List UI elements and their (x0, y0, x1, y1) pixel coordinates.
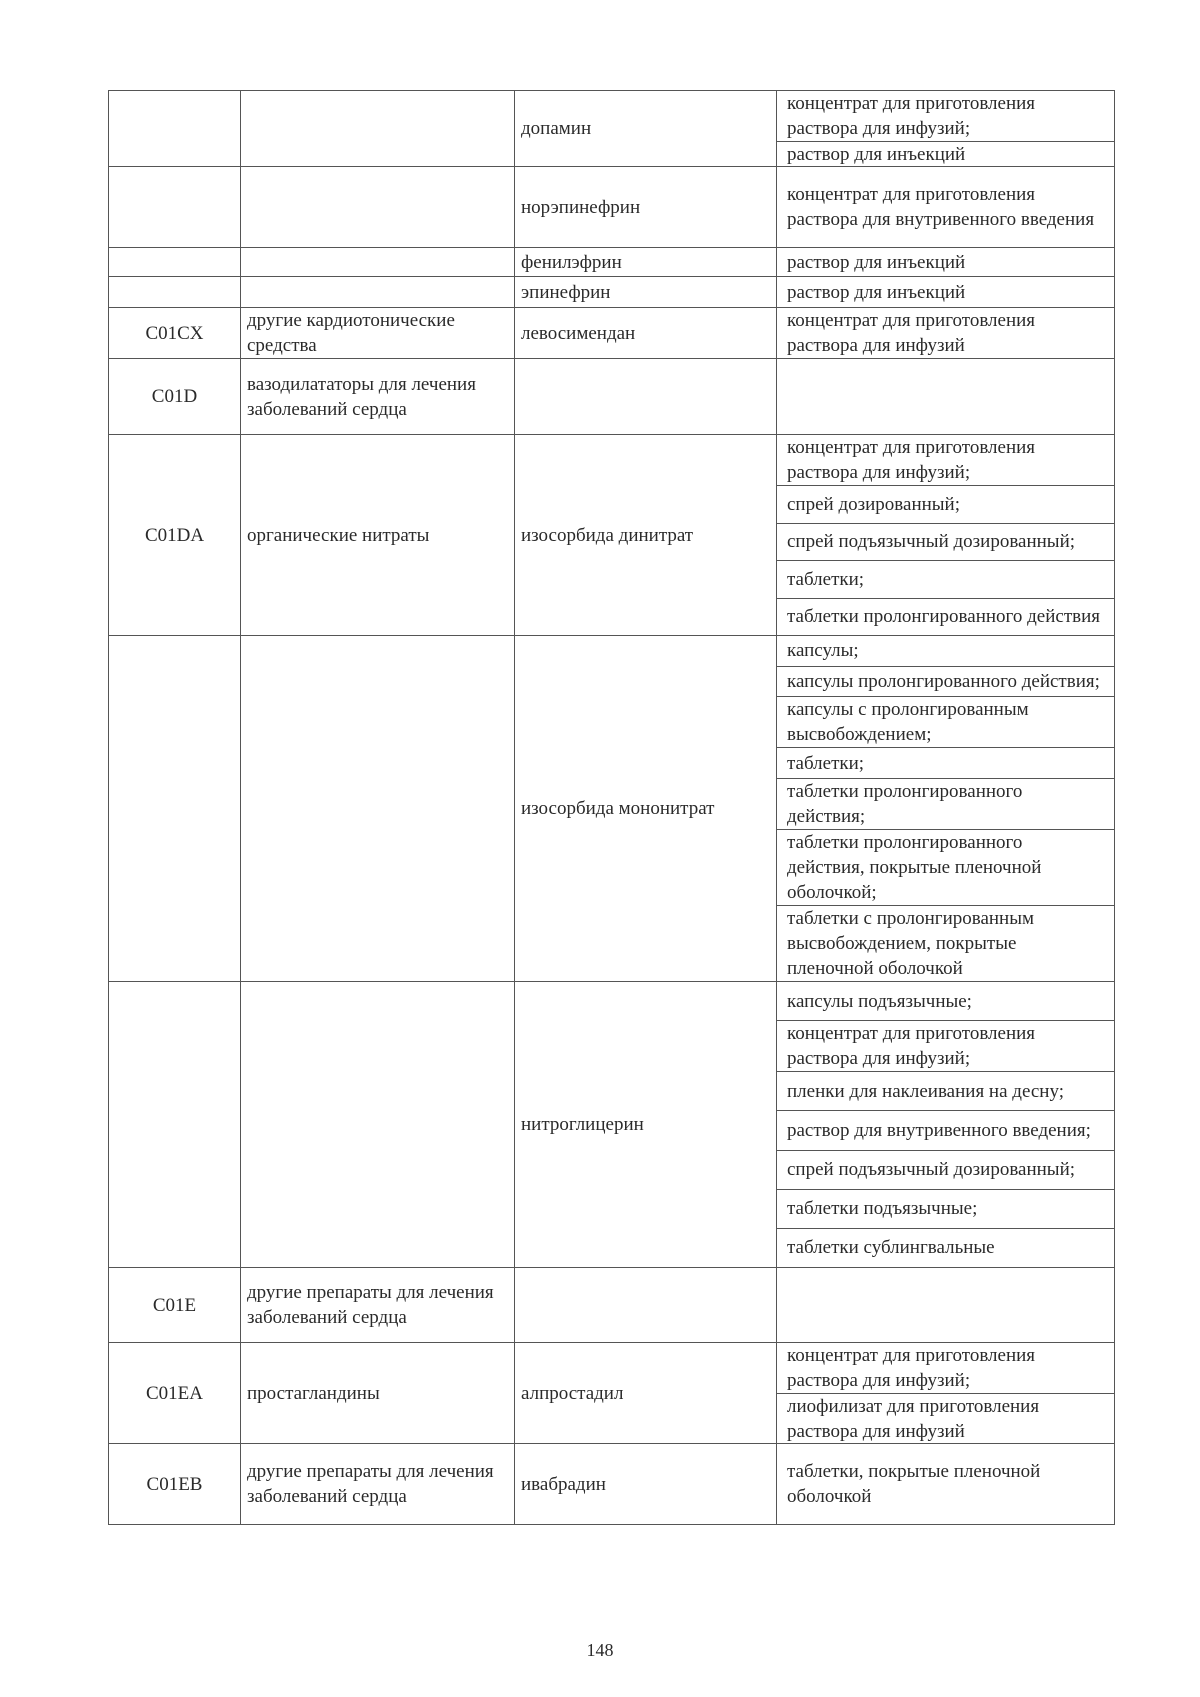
dosage-form: лиофилизат для приготовления раствора для инфузий (777, 1393, 1114, 1444)
drug-name: нитроглицерин (515, 982, 777, 1268)
drug-name: эпинефрин (515, 277, 777, 308)
dosage-form: концентрат для приготовления раствора для инфузий; (787, 93, 1036, 139)
dosage-form: таблетки, покрытые пленочной оболочкой (787, 1461, 1041, 1507)
atc-group-name (241, 248, 515, 277)
atc-group-name (241, 277, 515, 308)
dosage-form: таблетки сублингвальные (777, 1228, 1114, 1267)
drug-name: изосорбида динитрат (515, 435, 777, 636)
atc-code: C01DA (109, 435, 241, 636)
atc-code (109, 636, 241, 982)
table-row (109, 167, 1115, 248)
atc-code: C01D (109, 359, 241, 435)
table-row (109, 91, 1115, 167)
atc-group-name: другие препараты для лечения заболеваний сердца (241, 1444, 515, 1525)
page-number: 148 (586, 1640, 614, 1660)
dosage-form: капсулы с пролонгированным высвобождением; (777, 696, 1114, 747)
dosage-form: пленки для наклеивания на десну; (777, 1071, 1114, 1110)
atc-code: C01E (109, 1268, 241, 1343)
dosage-forms-cell (777, 308, 1115, 359)
atc-code: C01EB (109, 1444, 241, 1525)
dosage-form: капсулы; (787, 640, 859, 662)
drug-name: изосорбида мононитрат (515, 636, 777, 982)
table-row (109, 1343, 1115, 1444)
atc-group-name: органические нитраты (241, 435, 515, 636)
drug-name (515, 359, 777, 435)
atc-group-name: другие кардиотонические средства (241, 308, 515, 359)
dosage-forms-cell (777, 1343, 1115, 1444)
drug-name: норэпинефрин (515, 167, 777, 248)
drug-name (515, 1268, 777, 1343)
dosage-forms-cell (777, 248, 1115, 277)
dosage-form: раствор для инъекций (787, 281, 966, 303)
atc-group-name: другие препараты для лечения заболеваний сердца (241, 1268, 515, 1343)
table-row (109, 248, 1115, 277)
atc-group-name (241, 167, 515, 248)
dosage-forms-cell (777, 277, 1115, 308)
dosage-forms-cell (777, 359, 1115, 435)
dosage-form: раствор для инъекций (777, 141, 1114, 167)
dosage-form: капсулы пролонгированного действия; (777, 666, 1114, 697)
dosage-form: таблетки пролонгированного действия; (777, 778, 1114, 829)
drug-table-body (109, 91, 1115, 1525)
atc-group-name (241, 982, 515, 1268)
dosage-forms-cell (777, 1444, 1115, 1525)
drug-name: алпростадил (515, 1343, 777, 1444)
dosage-form (777, 359, 1114, 434)
dosage-form: концентрат для приготовления раствора для инфузий (787, 310, 1036, 356)
atc-group-name: вазодилататоры для лечения заболеваний сердца (241, 359, 515, 435)
table-row (109, 982, 1115, 1268)
atc-group-name: простагландины (241, 1343, 515, 1444)
atc-code (109, 167, 241, 248)
dosage-forms-cell (777, 435, 1115, 636)
drug-name: левосимендан (515, 308, 777, 359)
table-row (109, 1444, 1115, 1525)
dosage-form: таблетки пролонгированного действия (777, 598, 1114, 636)
atc-code (109, 91, 241, 167)
table-row (109, 1268, 1115, 1343)
dosage-form: капсулы подъязычные; (787, 990, 972, 1012)
dosage-form: концентрат для приготовления раствора для инфузий; (787, 1345, 1036, 1391)
atc-code (109, 982, 241, 1268)
dosage-form: таблетки; (777, 560, 1114, 598)
atc-code: C01EA (109, 1343, 241, 1444)
table-row (109, 636, 1115, 982)
table-row (109, 435, 1115, 636)
dosage-form: спрей дозированный; (777, 485, 1114, 523)
atc-code (109, 277, 241, 308)
dosage-form: таблетки с пролонгированным высвобождением, покрытые пленочной оболочкой (777, 905, 1114, 981)
atc-group-name (241, 636, 515, 982)
atc-code (109, 248, 241, 277)
drug-name: допамин (515, 91, 777, 167)
table-row (109, 277, 1115, 308)
dosage-form: спрей подъязычный дозированный; (777, 523, 1114, 561)
dosage-form (777, 1268, 1114, 1342)
table-row (109, 308, 1115, 359)
dosage-form: раствор для внутривенного введения; (777, 1110, 1114, 1149)
dosage-forms-cell (777, 167, 1115, 248)
dosage-form: концентрат для приготовления раствора для инфузий; (777, 1020, 1114, 1071)
drug-table (108, 90, 1115, 1525)
dosage-form: раствор для инъекций (787, 251, 966, 273)
dosage-form: таблетки; (777, 747, 1114, 778)
dosage-forms-cell (777, 1268, 1115, 1343)
table-row (109, 359, 1115, 435)
dosage-forms-cell (777, 982, 1115, 1268)
dosage-form: концентрат для приготовления раствора для инфузий; (787, 437, 1036, 483)
drug-name: фенилэфрин (515, 248, 777, 277)
dosage-form: таблетки подъязычные; (777, 1189, 1114, 1228)
atc-group-name (241, 91, 515, 167)
drug-name: ивабрадин (515, 1444, 777, 1525)
dosage-forms-cell (777, 636, 1115, 982)
dosage-form: концентрат для приготовления раствора для внутривенного введения (787, 184, 1095, 230)
dosage-forms-cell (777, 91, 1115, 167)
dosage-form: таблетки пролонгированного действия, покрытые пленочной оболочкой; (777, 829, 1114, 905)
dosage-form: спрей подъязычный дозированный; (777, 1150, 1114, 1189)
atc-code: C01CX (109, 308, 241, 359)
